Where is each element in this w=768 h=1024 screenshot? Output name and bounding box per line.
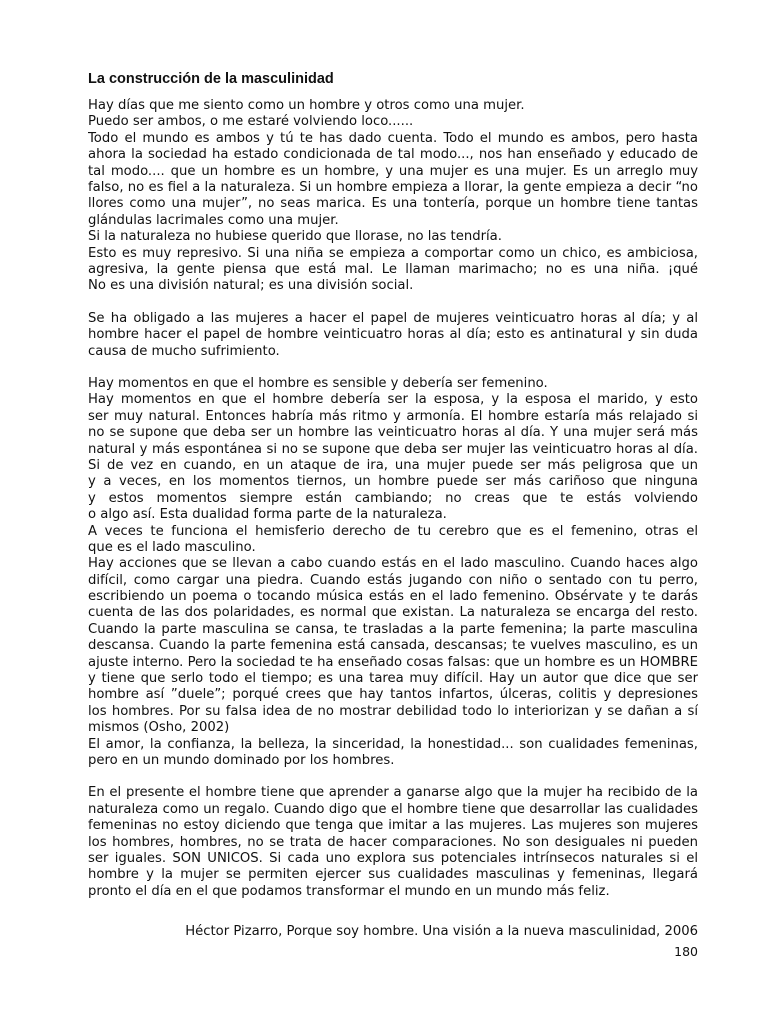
text-line: tal modo.... que un hombre es un hombre, y una mujer es una mujer. Es un arreglo muy — [88, 163, 698, 179]
text-line: ser iguales. SON ÚNICOS. Si cada uno explora sus potenciales intrínsecos naturales si el — [88, 850, 698, 866]
text-line: falso, no es fiel a la naturaleza. Si un hombre empieza a llorar, la gente empieza a decir “no — [88, 179, 698, 195]
text-line: o algo así. Esta dualidad forma parte de la naturaleza. — [88, 507, 447, 523]
text-line: Si la naturaleza no hubiese querido que llorase, no las tendría. — [88, 229, 502, 245]
text-line: Hay momentos en que el hombre debería ser la esposa, y la esposa el marido, y esto — [88, 392, 698, 408]
text-line: y estos momentos siempre están cambiando; no creas que te estás volviendo — [88, 490, 698, 506]
text-line: causa de mucho sufrimiento. — [88, 343, 280, 359]
paragraph — [88, 376, 698, 769]
text-line: Puedo ser ambos, o me estaré volviendo loco...... — [88, 114, 414, 130]
text-line: hombre y la mujer se permiten ejercer sus cualidades masculinas y femeninas, llegará — [88, 867, 698, 883]
paragraph — [88, 98, 698, 295]
text-line: glándulas lacrimales como una mujer. — [88, 212, 339, 228]
text-line: hombre hacer el papel de hombre veinticuatro horas al día; esto es antinatural y sin duda — [88, 327, 698, 343]
paragraph — [88, 311, 698, 360]
citation: Héctor Pizarro, Porque soy hombre. Una visión a la nueva masculinidad, 2006 — [185, 924, 698, 939]
text-line: mismos (Osho, 2002) — [88, 720, 230, 736]
text-line: naturaleza como un regalo. Cuando digo que el hombre tiene que desarrollar las cualidades — [88, 801, 698, 817]
text-line: femeninas no estoy diciendo que tenga que imitar a las mujeres. Las mujeres son mujeres — [88, 818, 698, 834]
text-line: Se ha obligado a las mujeres a hacer el papel de mujeres veinticuatro horas al día; y al — [88, 310, 698, 326]
text-line: El amor, la confianza, la belleza, la sinceridad, la honestidad... son cualidades femeninas, — [88, 736, 698, 752]
text-line: Todo el mundo es ambos y tú te has dado cuenta. Todo el mundo es ambos, pero hasta — [88, 130, 698, 146]
text-line: Hay acciones que se llevan a cabo cuando estás en el lado masculino. Cuando haces algo — [88, 556, 698, 572]
text-line: pero en un mundo dominado por los hombres. — [88, 753, 395, 768]
text-line: escribiendo un poema o tocando música estás en el lado femenino. Obsérvate y te darás — [88, 589, 698, 605]
text-line: No es una división natural; es una división social. — [88, 278, 414, 294]
text-line: que es el lado masculino. — [88, 539, 256, 555]
text-line: ser muy natural. Entonces habría más ritmo y armonía. El hombre estaría más relajado si — [88, 408, 698, 424]
paragraph — [88, 785, 698, 900]
text-line: natural y más espontánea si no se supone que deba ser mujer las veinticuatro horas al día. — [88, 441, 698, 457]
text-line: los hombres, hombres, no se trata de hacer comparaciones. No son desiguales ni pueden — [88, 834, 698, 850]
document-body — [88, 66, 698, 916]
paragraphs-container — [88, 98, 698, 900]
text-line: hombre así ”duele”; porqué crees que hay tantos infartos, úlceras, colitis y depresiones — [88, 687, 698, 703]
text-line: Esto es muy represivo. Si una niña se empieza a comportar como un chico, es ambiciosa, — [88, 245, 698, 261]
text-line: Cuando la parte masculina se cansa, te trasladas a la parte femenina; la parte masculina — [88, 621, 698, 637]
text-line: no se supone que deba ser un hombre las veinticuatro horas al día. Y una mujer será más — [88, 425, 698, 441]
text-line: difícil, como cargar una piedra. Cuando estás jugando con niño o sentado con tu perro, — [88, 572, 698, 588]
text-line: Si de vez en cuando, en un ataque de ira, una mujer puede ser más peligrosa que un — [88, 457, 698, 473]
text-line: En el presente el hombre tiene que aprender a ganarse algo que la mujer ha recibido de la — [88, 785, 698, 801]
text-line: ahora la sociedad ha estado condicionada de tal modo..., nos han enseñado y educado de — [88, 147, 698, 163]
text-line: descansa. Cuando la parte femenina está cansada, descansas; te vuelves masculino, es un — [88, 638, 698, 654]
text-line: cuenta de las dos polaridades, es normal que existan. La naturaleza se encarga del resto. — [88, 605, 698, 621]
text-line: y a veces, en los momentos tiernos, un hombre puede ser más cariñoso que ninguna — [88, 474, 698, 490]
text-line: llores como una mujer”, no seas marica. Es una tontería, porque un hombre tiene tantas — [88, 196, 698, 212]
page-number: 180 — [674, 944, 698, 959]
text-line: y tiene que serlo todo el tiempo; es una tarea muy difícil. Hay un autor que dice que ser — [88, 671, 698, 687]
text-line: A veces te funciona el hemisferio derecho de tu cerebro que es el femenino, otras el — [88, 523, 698, 539]
text-line: ajuste interno. Pero la sociedad te ha enseñado cosas falsas: que un hombre es un HOMBRE — [88, 654, 698, 670]
text-line: los hombres. Por su falsa idea de no mostrar debilidad todo lo interiorizan y se dañan a sí — [88, 703, 698, 719]
document-title: La construcción de la masculinidad — [88, 71, 334, 87]
text-line: Hay días que me siento como un hombre y otros como una mujer. — [88, 98, 525, 113]
text-line: pronto el día en el que podamos transformar el mundo en un mundo más feliz. — [88, 883, 610, 899]
text-line: Hay momentos en que el hombre es sensible y debería ser femenino. — [88, 375, 548, 391]
text-line: agresiva, la gente piensa que está mal. Le llaman marimacho; no es una niña. ¡qué — [88, 261, 698, 277]
